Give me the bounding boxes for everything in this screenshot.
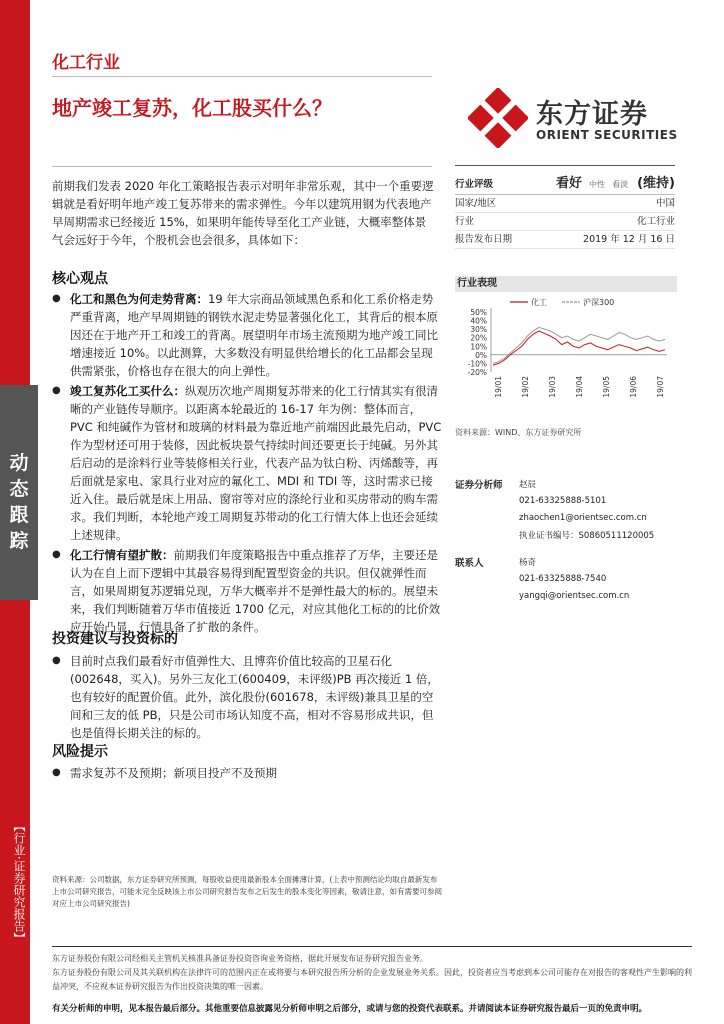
bullet-text: 前期我们年度策略报告中重点推荐了万华，主要还是认为在自上而下逻辑中其最容易得到配置型资金的共识。但仅就弹性而言，如果周期复苏逻辑兑现，万华大概率并不是弹性最大的标的。展望未来，我们判断随着万华市值接近 1700 亿元，对应其他化工标的的比价效应开始凸显，行情具备了扩散的条件。 (70, 548, 441, 634)
chart-title: 行业表现 (455, 276, 677, 292)
analyst-name: 赵辰 (519, 479, 537, 490)
rating-current: 看好 (556, 176, 583, 191)
core-heading: 核心观点 (52, 271, 108, 287)
risk-heading: 风险提示 (52, 744, 108, 760)
bullet-icon: ● (52, 767, 61, 778)
divider (52, 946, 692, 947)
info-value: 化工行业 (636, 216, 675, 227)
x-tick-label: 19/03 (548, 376, 557, 398)
y-tick-label: 30% (470, 325, 487, 335)
intro-paragraph: 前期我们发表 2020 年化工策略报告表示对明年非常乐观，其中一个重要逻辑就是看好明年地产竣工复苏带来的需求弹性。今年以建筑用钢为代表地产早周期需求已经接近 15%，如果明年能传导至化工产业链，大概率整体景气会远好于今年，个股机会也会很多，具体如下： (52, 179, 434, 247)
orient-logo-icon (468, 88, 528, 148)
x-tick-label: 19/02 (521, 376, 530, 398)
analyst-license: 执业证书编号：S0860511120005 (519, 530, 655, 541)
divider (52, 76, 432, 77)
contact-role: 联系人 (455, 557, 484, 569)
analyst-row (455, 475, 675, 492)
contact-row (455, 587, 675, 604)
logo-text-en: ORIENT SECURITIES (536, 128, 678, 142)
info-key: 行业 (455, 216, 475, 227)
side-report-category: 【行业·证券研究报告】 (12, 820, 26, 944)
info-row (455, 231, 675, 249)
invest-heading: 投资建议与投资标的 (52, 631, 178, 647)
rating-opt1: 中性 (589, 180, 606, 189)
info-value: 2019 年 12 月 16 日 (583, 234, 675, 245)
side-strip-bottom (0, 600, 30, 1024)
chart-source: 资料来源：WIND、东方证券研究所 (455, 428, 582, 437)
page-title: 地产竣工复苏，化工股买什么？ (52, 96, 332, 120)
bullet-lead: 竣工复苏化工买什么： (70, 384, 185, 398)
legal-line: 东方证券股份有限公司及其关联机构在法律许可的范围内正在或将要与本研究报告所分析的企业发展业务关系。因此，投资者应当考虑到本公司可能存在对报告的客观性产生影响的利益冲突，不应视本证券研究报告为作出投资决策的唯一因素。 (52, 968, 692, 991)
logo-text-cn: 东方证券 (536, 99, 648, 130)
series-line (493, 331, 665, 365)
divider (455, 165, 675, 166)
rating-row (455, 172, 675, 195)
bullet-text: 需求复苏不及预期；新项目投产不及预期 (70, 766, 277, 780)
x-tick-label: 19/04 (575, 376, 584, 398)
list-item (52, 546, 444, 636)
rating-label: 行业评级 (455, 179, 494, 190)
bullet-lead: 化工和黑色为何走势背离： (70, 292, 208, 306)
bullet-lead: 化工行情有望扩散： (70, 548, 174, 562)
risk-list (52, 764, 444, 784)
y-tick-label: -20% (467, 368, 487, 377)
legend-label: 化工 (531, 298, 547, 307)
y-tick-label: 20% (470, 333, 487, 343)
analyst-email[interactable]: zhaochen1@orientsec.com.cn (519, 512, 647, 523)
list-item (52, 290, 444, 380)
info-key: 国家/地区 (455, 198, 497, 209)
info-row (455, 195, 675, 213)
side-report-type: 动态跟踪 (9, 452, 29, 552)
legal-text (52, 952, 692, 994)
legal-bold: 有关分析师的申明，见本报告最后部分。其他重要信息披露见分析师申明之后部分，或请与您的投资代表联系。并请阅读本证券研究报告最后一页的免责申明。 (52, 1004, 648, 1014)
bullet-icon: ● (52, 385, 61, 396)
invest-list (52, 652, 444, 744)
list-item (52, 382, 444, 544)
y-tick-label: -10% (467, 359, 487, 369)
x-tick-label: 19/05 (602, 376, 611, 398)
bullet-text: 纵观历次地产周期复苏带来的化工行情其实有很清晰的产业链传导顺序。以距离本轮最近的 16-17 年为例：整体而言，PVC 和纯碱作为管材和玻璃的材料最为靠近地产前端因此最先启动，PVC 作为型材还可用于装修，因此板块景气持续时间还要更长于纯碱。另外其后启动的是涂料行业等装修相关行业，代表产品为钛白粉、丙烯酸等，再后面就是家电、家具行业对应的氟化工、MDI 和 TDI 等，这时需求已接近入住。最后就是床上用品、窗帘等对应的涤纶行业和买房带动的购车需求。我们判断，本轮地产竣工周期复苏带动的化工行情大体上也还会延续上述规律。 (70, 384, 442, 542)
legend-label: 沪深300 (583, 298, 615, 307)
analyst-block (455, 475, 675, 604)
contact-email[interactable]: yangqi@orientsec.com.cn (519, 590, 630, 601)
list-item (52, 764, 444, 782)
divider (52, 166, 432, 167)
contact-row (455, 570, 675, 587)
analyst-phone: 021-63325888-5101 (519, 495, 607, 506)
y-tick-label: 10% (470, 342, 487, 352)
bullet-icon: ● (52, 293, 61, 304)
x-tick-label: 19/01 (494, 376, 503, 398)
rating-maintain: (维持) (637, 176, 675, 191)
info-value: 中国 (655, 198, 675, 209)
analyst-row (455, 509, 675, 526)
bullet-text: 目前时点我们最看好市值弹性大、且博弈价值比较高的卫星石化(002648，买入)。另外三友化工(600409，未评级)PB 再次接近 1 倍，也有较好的配置价值。此外，滨化股份(601678，未评级)兼具卫星的空间和三友的低 PB，只是公司市场认知度不高，相对不容易形成共识，但也是值得长期关注的标的。 (70, 654, 439, 740)
x-tick-label: 19/06 (629, 376, 638, 398)
analyst-role: 证券分析师 (455, 479, 503, 491)
data-disclaimer: 资料来源：公司数据，东方证券研究所预测，每股收益使用最新股本全面摊薄计算，(上表中预测结论均取自最新发布上市公司研究报告，可能未完全反映该上市公司研究报告发布之后发生的股本变化等因素，敬请注意，如有需要可参阅对应上市公司研究报告) (52, 875, 442, 908)
legal-line: 东方证券股份有限公司经相关主管机关核准具备证券投资咨询业务资格，据此开展发布证券研究报告业务。 (52, 954, 428, 963)
y-tick-label: 50% (470, 308, 487, 317)
rating-table (455, 172, 675, 249)
bullet-icon: ● (52, 655, 61, 666)
series-line (493, 327, 665, 363)
contact-name: 杨奇 (519, 557, 537, 568)
core-list (52, 290, 444, 638)
info-key: 报告发布日期 (455, 234, 513, 245)
contact-row (455, 553, 675, 570)
bullet-icon: ● (52, 549, 61, 560)
performance-chart (455, 294, 675, 424)
bullet-text: 19 年大宗商品领域黑色系和化工系价格走势严重背离，地产早周期链的钢铁水泥走势显著强化化工，其背后的根本原因还在于地产开工和竣工的背离。展望明年市场主流预期为地产竣工同比增速接近 10%。以此测算，大多数没有明显供给增长的化工品都会呈现供需紧张，价格也存在很大的向上弹性。 (70, 292, 438, 378)
rating-opt2: 看淡 (612, 180, 629, 189)
x-tick-label: 19/07 (656, 376, 665, 398)
y-tick-label: 0% (475, 350, 487, 360)
side-strip-top (0, 0, 30, 385)
y-tick-label: 40% (470, 316, 487, 326)
analyst-row (455, 492, 675, 509)
list-item (52, 652, 444, 742)
industry-label: 化工行业 (52, 53, 120, 73)
contact-phone: 021-63325888-7540 (519, 573, 607, 584)
rating-values (556, 172, 675, 191)
info-row (455, 213, 675, 231)
analyst-row (455, 526, 675, 543)
